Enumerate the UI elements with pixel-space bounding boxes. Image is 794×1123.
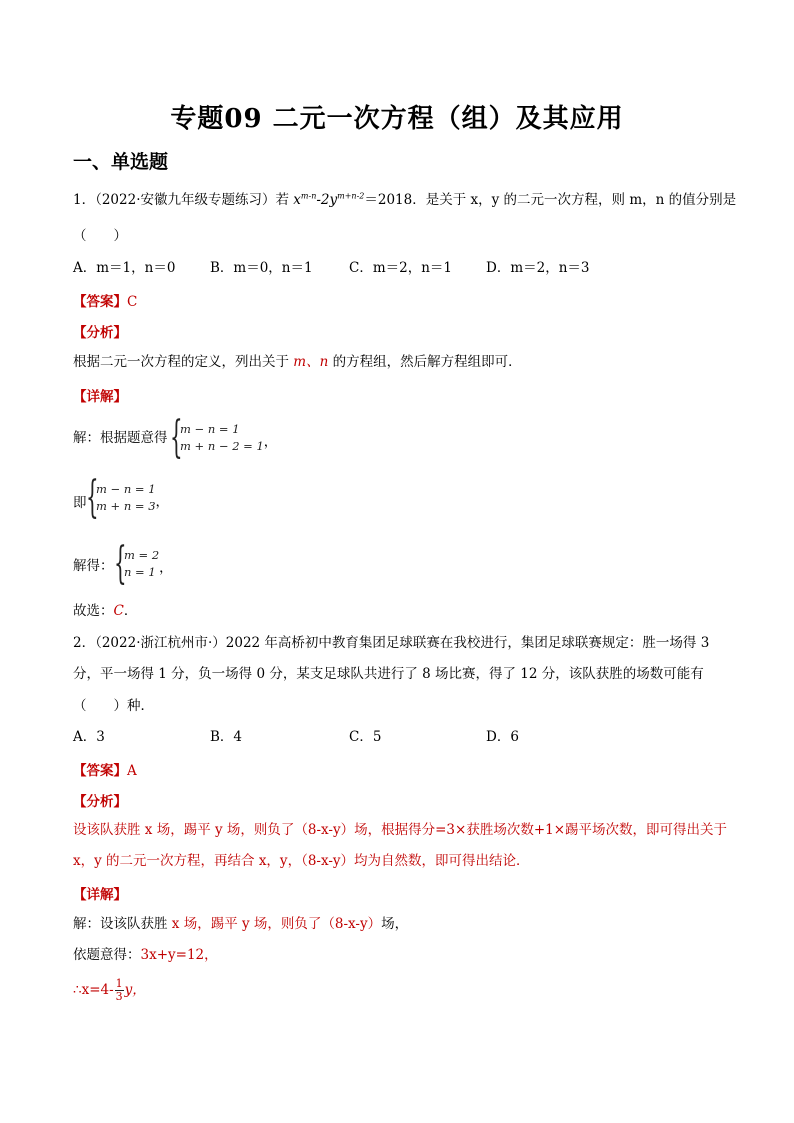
q1-exponent-2: m+n-2 <box>337 191 365 201</box>
q1-paren: （ ） <box>73 228 127 244</box>
q1-system-3-eq2: n = 1 <box>124 565 156 579</box>
q1-stem-suffix: ＝2018．是关于 x，y 的二元一次方程，则 m，n 的值分别是 <box>364 192 737 208</box>
q1-option-b: B．m＝0，n＝1 <box>210 260 313 276</box>
q1-system-1-eq2: m + n − 2 = 1 <box>180 439 264 453</box>
answer-tag: 【答案】 <box>73 294 127 310</box>
fraction-denominator: 3 <box>115 990 123 1003</box>
q1-choose-a: 故选： <box>73 603 114 619</box>
q2-detail-line1-c: 场， <box>381 916 409 932</box>
detail-tag: 【详解】 <box>73 389 127 405</box>
q1-system-1 <box>170 412 278 463</box>
q1-analysis <box>73 352 522 372</box>
q1-system-3-eq1: m = 2 <box>124 548 160 562</box>
brace-icon: { <box>86 472 99 523</box>
page-title: 专题09 二元一次方程（组）及其应用 <box>170 104 624 134</box>
q1-choose-c: ． <box>123 603 138 619</box>
q1-system-2-eq1: m − n = 1 <box>96 482 156 496</box>
section-heading: 一、单选题 <box>73 151 169 173</box>
q1-system-3-equations <box>124 547 159 581</box>
q1-system-3 <box>114 538 173 589</box>
q2-detail-line2-b: 3x+y=12， <box>140 947 218 963</box>
q2-analysis-line2: x，y 的二元一次方程，再结合 x，y，（8-x-y）均为自然数，即可得出结论． <box>73 853 530 869</box>
q2-detail-line1-b: x 场，踢平 y 场，则负了（8-x-y） <box>171 916 382 932</box>
fraction-numerator: 1 <box>115 977 123 990</box>
answer-tag: 【答案】 <box>73 763 127 779</box>
q1-choose <box>73 601 137 621</box>
q1-expr-mid: -2y <box>316 192 338 208</box>
q2-stem-line2: 分，平一场得 1 分，负一场得 0 分，某支足球队共进行了 8 场比赛，得了 12 分，该队获胜的场数可能有 <box>73 666 704 682</box>
q2-analysis-line1: 设该队获胜 x 场，踢平 y 场，则负了（8-x-y）场，根据得分=3×获胜场次数+1×踢平场次数，即可得出关于 <box>73 822 728 838</box>
q2-option-a: A．3 <box>73 729 105 745</box>
q1-answer-value: C <box>127 294 138 310</box>
q2-detail-line1-a: 解：设该队获胜 <box>73 916 172 932</box>
q1-stem <box>73 190 736 210</box>
q1-system-1-equations <box>180 421 264 455</box>
q1-comma-3: ， <box>159 560 173 576</box>
q1-analysis-b: 的方程组，然后解方程组即可． <box>328 354 522 370</box>
q1-option-d: D．m＝2，n＝3 <box>486 260 590 276</box>
q1-comma-2: ， <box>155 494 170 510</box>
q2-answer-value: A <box>127 763 137 779</box>
q2-detail-line3 <box>73 978 146 1003</box>
detail-tag: 【详解】 <box>73 887 127 903</box>
q1-option-a: A．m＝1，n＝0 <box>73 260 176 276</box>
q2-detail-line2 <box>73 945 218 965</box>
q2-detail-line3-b: y， <box>124 982 146 998</box>
q2-detail-line3-a: ∴x=4- <box>73 982 114 998</box>
analysis-tag: 【分析】 <box>73 794 127 810</box>
q2-answer-line <box>73 759 137 779</box>
brace-icon: { <box>170 412 183 463</box>
q2-stem-line1: 2．（2022·浙江杭州市·）2022 年高桥初中教育集团足球联赛在我校进行，集团足球联赛规定：胜一场得 3 <box>73 635 710 651</box>
q2-stem-line3: （ ）种． <box>73 698 154 714</box>
fraction-one-third <box>115 978 124 1003</box>
q1-system-2-equations <box>96 481 156 515</box>
q1-system-2 <box>86 472 170 523</box>
q1-analysis-a: 根据二元一次方程的定义，列出关于 <box>73 354 294 370</box>
q2-detail-line1 <box>73 914 408 934</box>
q1-comma-1: ， <box>263 434 278 450</box>
q2-option-c: C．5 <box>349 729 382 745</box>
q1-solve-intro: 解：根据题意得 <box>73 430 168 446</box>
q1-system-1-eq1: m − n = 1 <box>180 422 240 436</box>
analysis-tag: 【分析】 <box>73 325 127 341</box>
q1-system-2-eq2: m + n = 3 <box>96 499 156 513</box>
q1-answer-line <box>73 290 137 310</box>
q1-stem-prefix: 1．（2022·安徽九年级专题练习）若 <box>73 192 294 208</box>
q2-option-d: D．6 <box>486 729 519 745</box>
q1-ji: 即 <box>73 495 87 511</box>
brace-icon: { <box>114 538 127 589</box>
q1-jiede: 解得： <box>73 558 114 574</box>
q1-exponent-1: m-n <box>300 191 317 201</box>
q1-expr-x: x <box>293 192 301 208</box>
q1-option-c: C．m＝2，n＝1 <box>349 260 453 276</box>
q1-analysis-vars: m、n <box>293 354 329 370</box>
q2-detail-line2-a: 依题意得： <box>73 947 141 963</box>
q1-choose-b: C <box>113 603 124 619</box>
q2-option-b: B．4 <box>210 729 243 745</box>
